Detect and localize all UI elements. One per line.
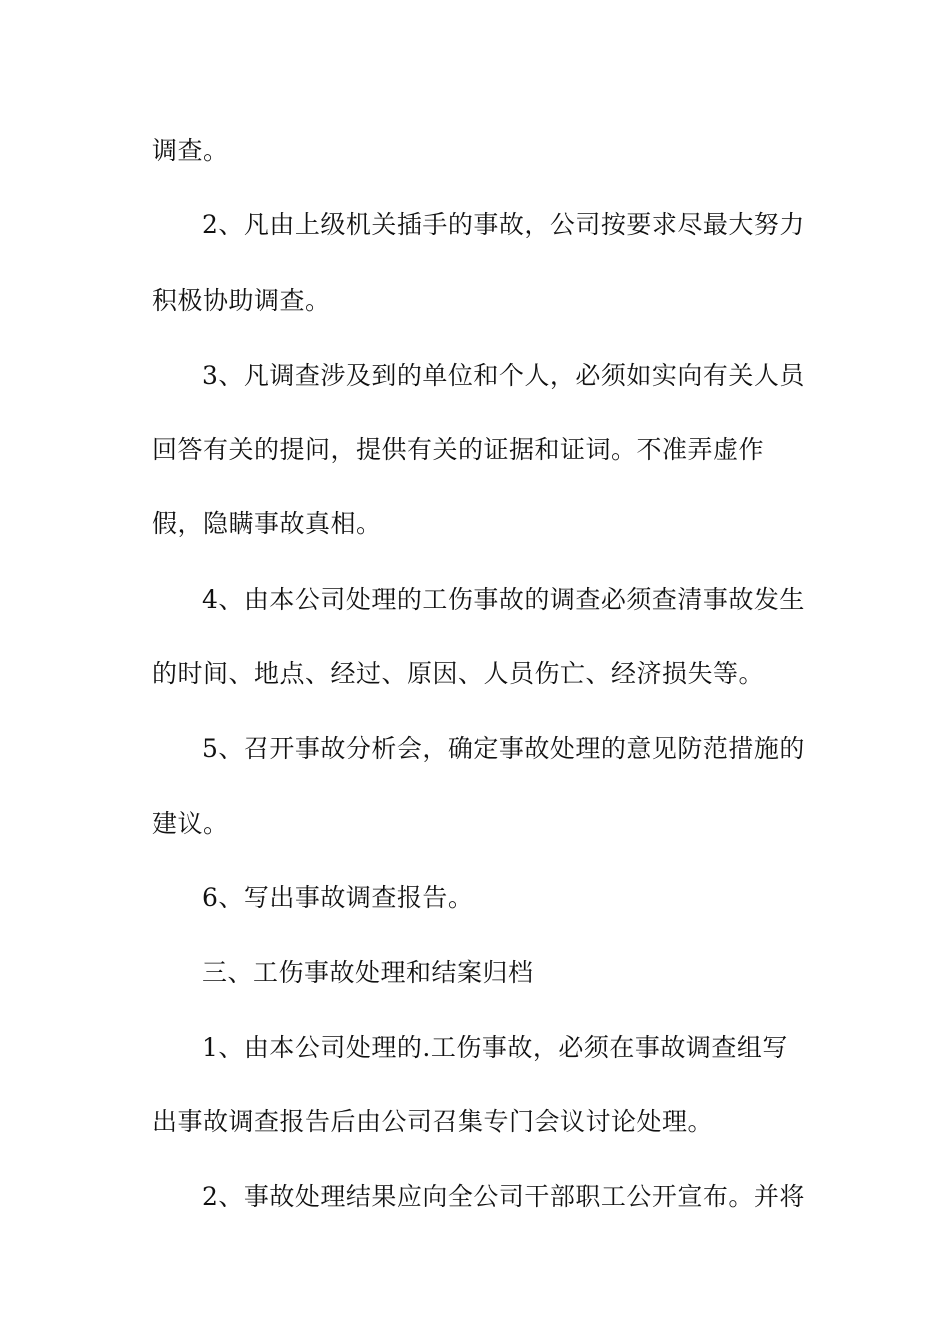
text-line: 积极协助调查。 — [152, 286, 331, 315]
text-line: 假，隐瞒事故真相。 — [152, 509, 382, 538]
section-heading: 三、工伤事故处理和结案归档 — [202, 958, 534, 987]
text-line: 2、事故处理结果应向全公司干部职工公开宣布。并将 — [202, 1182, 805, 1211]
text-line: 6、写出事故调查报告。 — [202, 883, 474, 912]
text-line: 建议。 — [152, 809, 229, 838]
text-line: 1、由本公司处理的.工伤事故，必须在事故调查组写 — [202, 1033, 788, 1062]
text-line: 3、凡调查涉及到的单位和个人，必须如实向有关人员 — [202, 361, 805, 390]
text-line: 调查。 — [152, 136, 229, 165]
text-line: 回答有关的提问，提供有关的证据和证词。不准弄虚作 — [152, 435, 765, 464]
text-line: 5、召开事故分析会，确定事故处理的意见防范措施的 — [202, 734, 805, 763]
text-line: 的时间、地点、经过、原因、人员伤亡、经济损失等。 — [152, 659, 765, 688]
text-line: 4、由本公司处理的工伤事故的调查必须查清事故发生 — [202, 585, 805, 614]
text-line: 2、凡由上级机关插手的事故，公司按要求尽最大努力 — [202, 210, 805, 239]
text-line: 出事故调查报告后由公司召集专门会议讨论处理。 — [152, 1107, 714, 1136]
